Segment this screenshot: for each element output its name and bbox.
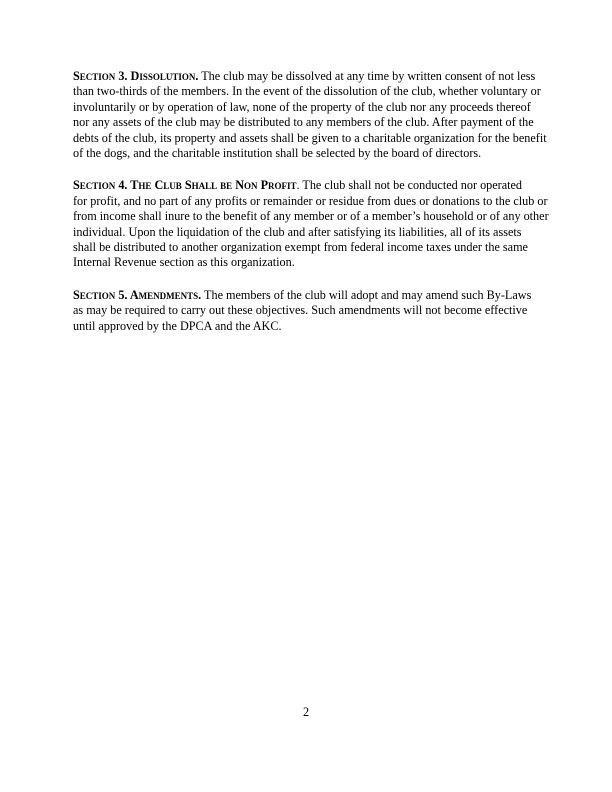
section-4-non-profit [73,178,549,270]
paragraph-line: than two-thirds of the members. In the event of the dissolution of the club, whether voluntary or [73,84,541,99]
section-heading: Section 5. Amendments. [73,287,202,302]
paragraph-line: as may be required to carry out these objectives. Such amendments will not become effective [73,303,528,318]
paragraph-line [73,178,543,193]
page-number: 2 [302,705,310,719]
paragraph-line: for profit, and no part of any profits or remainder or residue from dues or donations to the club or [73,193,548,208]
paragraph-line: from income shall inure to the benefit of any member or of a member’s household or of any other [73,209,549,224]
section-5-amendments [73,288,543,334]
paragraph-line: until approved by the DPCA and the AKC. [73,318,282,333]
paragraph-line [73,69,543,84]
paragraph-line [73,288,543,303]
section-3-dissolution [73,69,547,161]
paragraph-text: The members of the club will adopt and may amend such By-Laws [201,287,532,302]
paragraph-line: individual. Upon the liquidation of the club and after satisfying its liabilities, all of its assets [73,224,522,239]
paragraph-line: shall be distributed to another organization exempt from federal income taxes under the same [73,240,528,255]
paragraph-text: The club may be dissolved at any time by written consent of not less [198,69,536,83]
paragraph-line: nor any assets of the club may be distributed to any members of the club. After payment of the [73,115,534,130]
paragraph-text: . The club shall not be conducted nor operated [296,178,523,193]
paragraph-line: involuntarily or by operation of law, none of the property of the club nor any proceeds thereof [73,99,531,114]
paragraph-line: of the dogs, and the charitable institution shall be selected by the board of directors. [73,146,482,161]
section-heading: Section 4. The Club Shall be Non Profit [73,178,297,193]
paragraph-line: Internal Revenue section as this organization. [73,255,295,270]
document-body [73,69,549,351]
paragraph-line: debts of the club, its property and assets shall be given to a charitable organization for the benefit [73,130,547,145]
section-heading: Section 3. Dissolution. [73,69,199,83]
